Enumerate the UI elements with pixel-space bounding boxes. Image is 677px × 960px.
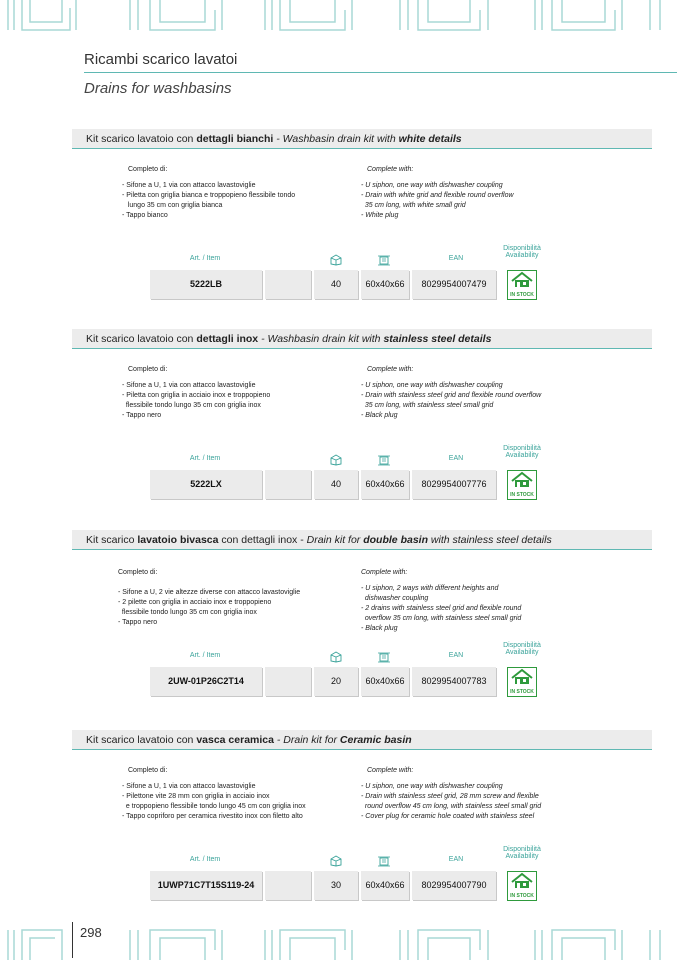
package-quantity-icon <box>329 854 343 872</box>
availability-label-en: Availability <box>505 853 539 860</box>
package-quantity-icon <box>329 650 343 668</box>
in-stock-text: IN STOCK <box>510 492 534 498</box>
in-stock-badge <box>507 470 537 500</box>
section-title-part: lavatoio bivasca <box>137 534 219 546</box>
item-code-cell: 5222LX <box>150 470 262 499</box>
section-title <box>72 730 652 750</box>
description-en-item: - White plug <box>361 212 399 219</box>
description-en <box>361 165 514 221</box>
page-number-divider <box>72 922 73 958</box>
ean-column-label: EAN <box>448 255 464 262</box>
description-en-item: overflow 35 cm long, with stainless steel small grid <box>361 615 522 622</box>
description-en <box>361 365 541 421</box>
description-en-item: - U siphon, one way with dishwasher coupling <box>361 382 503 389</box>
availability-label-it: Disponibilità <box>503 846 541 853</box>
section-title-part: Kit scarico lavatoio con <box>86 333 197 345</box>
availability-label-en: Availability <box>505 252 539 259</box>
description-it-item: - 2 pilette con griglia in acciaio inox e troppopieno <box>118 599 272 606</box>
package-dimensions-icon <box>377 650 391 668</box>
ean-cell: 8029954007790 <box>412 871 496 900</box>
section-title-part: Kit scarico lavatoio con <box>86 734 197 746</box>
description-en-item: 35 cm long, with white small grid <box>361 202 466 209</box>
description-it-item: - Tappo bianco <box>122 212 168 219</box>
item-column-label: Art. / Item <box>189 652 221 659</box>
description-it-item: e troppopieno flessibile tondo lungo 45 cm con griglia inox <box>122 803 306 810</box>
section-title-part: Kit scarico <box>86 534 138 546</box>
section-title-part: stainless steel details <box>383 333 492 345</box>
description-it-list <box>118 588 300 628</box>
ean-cell: 8029954007783 <box>412 667 496 696</box>
description-it-heading: Completo di: <box>128 166 168 173</box>
description-en-list <box>361 584 521 634</box>
description-en-item: - Drain with stainless steel grid, 28 mm screw and flexible <box>361 793 539 800</box>
availability-label-en: Availability <box>505 452 539 459</box>
availability-label <box>496 245 548 259</box>
description-en-item: - U siphon, 2 ways with different heights and <box>361 585 499 592</box>
package-quantity-icon <box>329 453 343 471</box>
description-it-list <box>122 782 306 822</box>
availability-label-en: Availability <box>505 649 539 656</box>
description-it-heading: Completo di: <box>128 366 168 373</box>
description-it-item: - Sifone a U, 1 via con attacco lavastoviglie <box>122 783 256 790</box>
item-column-label: Art. / Item <box>189 856 221 863</box>
blank-cell <box>265 871 311 900</box>
item-code-cell: 2UW-01P26C2T14 <box>150 667 262 696</box>
description-en-heading: Complete with: <box>367 166 414 173</box>
dimensions-cell: 60x40x66 <box>361 470 409 499</box>
description-it-item: - Sifone a U, 2 vie altezze diverse con attacco lavastoviglie <box>118 589 301 596</box>
section-title-part: - Washbasin drain kit with <box>273 133 399 145</box>
section-title <box>72 329 652 349</box>
description-en <box>361 766 541 822</box>
availability-label <box>496 445 548 459</box>
in-stock-badge <box>507 871 537 901</box>
description-it-heading: Completo di: <box>118 569 158 576</box>
item-code-cell: 5222LB <box>150 270 262 299</box>
description-it-item: - Piletta con griglia in acciaio inox e troppopieno <box>122 392 271 399</box>
description-it-item: - Piletta con griglia bianca e troppopieno flessibile tondo <box>122 192 296 199</box>
section-title-part: - Washbasin drain kit with <box>258 333 384 345</box>
section-title-part: Kit scarico lavatoio con <box>86 133 197 145</box>
section-title-part: con dettagli inox - <box>218 534 307 546</box>
section-title-part: dettagli inox <box>196 333 259 345</box>
title-divider <box>84 72 677 73</box>
package-dimensions-icon <box>377 854 391 872</box>
ean-column-label: EAN <box>448 856 464 863</box>
package-quantity-icon <box>329 253 343 271</box>
product-section <box>72 129 652 324</box>
blank-cell <box>265 470 311 499</box>
description-en-item: - Black plug <box>361 625 398 632</box>
package-dimensions-icon <box>377 453 391 471</box>
description-en-heading: Complete with: <box>367 366 414 373</box>
section-title-part: Ceramic basin <box>339 734 412 746</box>
availability-label <box>496 642 548 656</box>
availability-label-it: Disponibilità <box>503 445 541 452</box>
availability-label-it: Disponibilità <box>503 642 541 649</box>
description-it-item: flessibile tondo lungo 35 cm con griglia inox <box>118 609 257 616</box>
description-en-item: dishwasher coupling <box>361 595 429 602</box>
in-stock-badge <box>507 667 537 697</box>
section-title <box>72 129 652 149</box>
description-en-item: - U siphon, one way with dishwasher coupling <box>361 783 503 790</box>
description-it <box>122 165 295 221</box>
item-code-cell: 1UWP71C7T15S119-24 <box>150 871 262 900</box>
description-en-list <box>361 782 541 822</box>
page-title-it: Ricambi scarico lavatoi <box>84 51 238 68</box>
description-it-item: flessibile tondo lungo 35 cm con griglia inox <box>122 402 261 409</box>
section-title <box>72 530 652 550</box>
in-stock-badge <box>507 270 537 300</box>
ean-cell: 8029954007479 <box>412 270 496 299</box>
description-en-item: - Drain with white grid and flexible round overflow <box>361 192 514 199</box>
section-title-part: double basin <box>363 534 428 546</box>
ean-column-label: EAN <box>448 455 464 462</box>
item-column-label: Art. / Item <box>189 455 221 462</box>
decorative-frame-pattern-top <box>0 0 677 34</box>
item-column-label: Art. / Item <box>189 255 221 262</box>
description-it-item: - Pilettone vite 28 mm con griglia in acciaio inox <box>122 793 270 800</box>
section-title-part: dettagli bianchi <box>196 133 274 145</box>
ean-column-label: EAN <box>448 652 464 659</box>
description-en-item: - Drain with stainless steel grid and flexible round overflow <box>361 392 542 399</box>
quantity-cell: 40 <box>314 270 358 299</box>
package-dimensions-icon <box>377 253 391 271</box>
description-it-list <box>122 381 270 421</box>
description-it <box>122 766 306 822</box>
description-en-heading: Complete with: <box>361 569 408 576</box>
dimensions-cell: 60x40x66 <box>361 667 409 696</box>
description-it-list <box>122 181 295 221</box>
description-it <box>118 568 300 628</box>
quantity-cell: 30 <box>314 871 358 900</box>
description-en-item: - 2 drains with stainless steel grid and flexible round <box>361 605 522 612</box>
description-en-item: 35 cm long, with stainless steel small grid <box>361 402 494 409</box>
page-title-en: Drains for washbasins <box>84 80 232 97</box>
dimensions-cell: 60x40x66 <box>361 270 409 299</box>
description-it-item: - Tappo nero <box>118 619 158 626</box>
availability-label <box>496 846 548 860</box>
description-en-item: - U siphon, one way with dishwasher coupling <box>361 182 503 189</box>
ean-cell: 8029954007776 <box>412 470 496 499</box>
description-en-list <box>361 181 514 221</box>
description-it-item: lungo 35 cm con griglia bianca <box>122 202 223 209</box>
blank-cell <box>265 667 311 696</box>
description-en-item: - Black plug <box>361 412 398 419</box>
in-stock-text: IN STOCK <box>510 292 534 298</box>
quantity-cell: 20 <box>314 667 358 696</box>
description-en-item: round overflow 45 cm long, with stainless steel small grid <box>361 803 542 810</box>
description-it-heading: Completo di: <box>128 767 168 774</box>
product-section <box>72 530 652 725</box>
section-title-part: with stainless steel details <box>428 534 552 546</box>
description-it-item: - Tappo nero <box>122 412 162 419</box>
description-en-item: - Cover plug for ceramic hole coated with stainless steel <box>361 813 535 820</box>
product-section <box>72 329 652 524</box>
description-it-item: - Sifone a U, 1 via con attacco lavastoviglie <box>122 382 256 389</box>
quantity-cell: 40 <box>314 470 358 499</box>
description-en <box>361 568 521 634</box>
section-title-part: white details <box>398 133 462 145</box>
description-it-item: - Sifone a U, 1 via con attacco lavastoviglie <box>122 182 256 189</box>
in-stock-text: IN STOCK <box>510 893 534 899</box>
description-en-heading: Complete with: <box>367 767 414 774</box>
description-it <box>122 365 270 421</box>
in-stock-text: IN STOCK <box>510 689 534 695</box>
description-en-list <box>361 381 541 421</box>
section-title-part: vasca ceramica <box>196 734 274 746</box>
dimensions-cell: 60x40x66 <box>361 871 409 900</box>
product-section <box>72 730 652 925</box>
description-it-item: - Tappo copriforo per ceramica rivestito inox con filetto alto <box>122 813 303 820</box>
section-title-part: Drain kit for <box>306 534 364 546</box>
blank-cell <box>265 270 311 299</box>
page-number: 298 <box>80 925 102 940</box>
availability-label-it: Disponibilità <box>503 245 541 252</box>
section-title-part: - Drain kit for <box>273 734 340 746</box>
